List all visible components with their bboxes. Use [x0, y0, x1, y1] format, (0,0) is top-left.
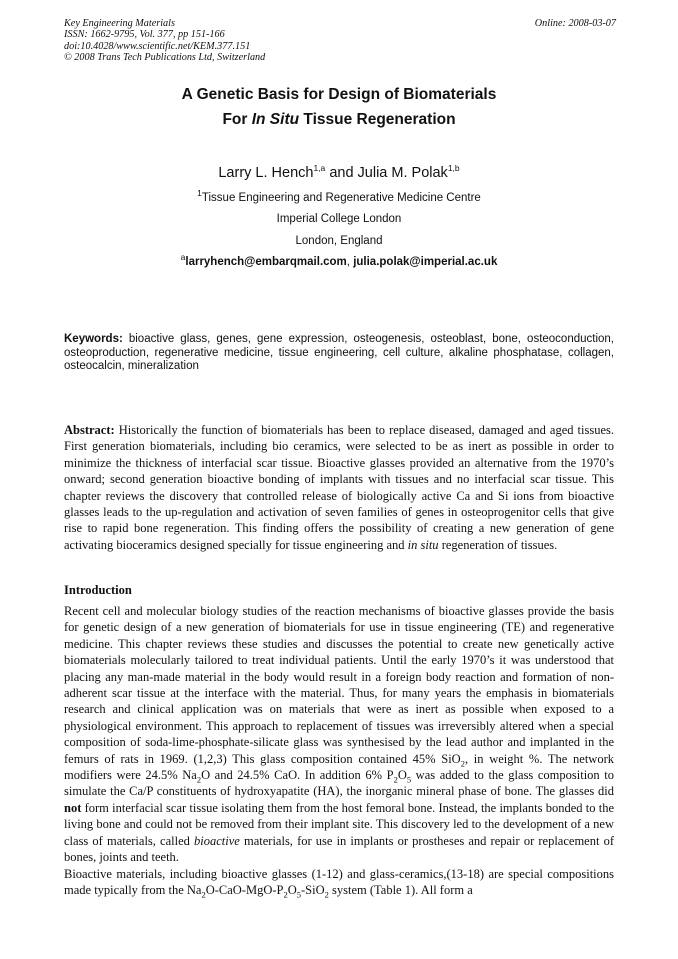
abstract-italic: in situ [407, 537, 439, 552]
email-sup: a [180, 252, 186, 263]
journal-header [64, 18, 616, 64]
online-date: Online: 2008-03-07 [534, 18, 616, 29]
sub-sio2-2: 2 [324, 889, 329, 900]
issn-line: ISSN: 1662-9795, Vol. 377, pp 151-166 [64, 29, 225, 41]
intro-paragraph-1 [64, 603, 614, 866]
author-polak: Julia M. Polak [357, 165, 448, 181]
intro-paragraph-2 [64, 866, 614, 899]
introduction-heading: Introduction [64, 583, 132, 597]
affiliation-sup: 1 [197, 188, 202, 199]
title-line-2-post: Tissue Regeneration [299, 111, 456, 128]
email-polak[interactable]: julia.polak@imperial.ac.uk [353, 256, 498, 268]
sub-na2o-2: 2 [201, 889, 206, 900]
abstract-text: Historically the function of biomaterials has been to replace diseased, damaged and aged tissues. First generation biomaterials, including bio ceramics, were selected to be as inert as possible in order to minimize the thickness of interfacial scar tissue. Bioactive glasses provided an alternative from the 1970’s onward; second generation bioactive bonding of implants with tissues and no interfacial scar tissue. This chapter reviews the discovery that controlled release of biologically active Ca and Si ions from bioactive glasses leads to the up-regulation and activation of seven families of genes in osteoprogenitor cells that give rise to rapid bone regeneration. This finding offers the possibility of creating a new generation of gene activating bioceramics designed specially for tissue engineering and [64, 423, 614, 552]
sub-sio2: 2 [460, 758, 465, 769]
author-line [64, 164, 614, 182]
affiliation-line-3: London, England [295, 235, 383, 247]
intro-not-bold: not [64, 800, 82, 815]
abstract-section [64, 422, 614, 553]
intro-bioactive-italic: bioactive [194, 833, 240, 848]
intro-p2-c: -SiO [301, 882, 325, 897]
email-separator: , [346, 256, 354, 268]
introduction-body [64, 603, 614, 898]
intro-p1-a: Recent cell and molecular biology studies of the reaction mechanisms of bioactive glasses provide the basis for genetic design of a new generation of biomaterials for use in tissue engineering (TE) and regenerative medicine. This chapter reviews these studies and discusses the potential to create new genetically active biomaterials molecularly tailored to treat individual patients. Until the early 1970’s it was understood that placing any man-made material in the body would result in a foreign body reaction and formation of non-adherent scar tissue at the interface with the material. Thus, for many years the emphasis in biomaterials research and clinical application was on materials that were as inert as possible when exposed to a physiological environment. This approach to replacement of tissues was irreversibly altered when a special composition of soda-lime-phosphate-silicate glass was synthesised by the lead author and implanted in the femurs of rats in 1969. (1,2,3) This glass composition contained 45% SiO [64, 604, 614, 766]
author-hench-sup: 1,a [313, 163, 326, 174]
intro-p1-b: , in weight %. The network modifiers were 24.5% Na [64, 751, 615, 783]
intro-p2-d: system (Table 1). All form a [328, 882, 473, 897]
copyright-line: © 2008 Trans Tech Publications Ltd, Switzerland [64, 52, 266, 64]
sub-p2: 2 [393, 774, 398, 785]
affiliation-line-2: Imperial College London [276, 213, 402, 225]
intro-p2-o: O [287, 882, 297, 897]
intro-p1-d: was added to the glass composition to simulate the Ca/P constituents of hydroxyapatite (HA), the inorganic mineral phase of bone. The glasses did [64, 768, 614, 799]
keywords-text: bioactive glass, genes, gene expression, osteogenesis, osteoblast, bone, osteoconduction, osteoproduction, regenerative medicine, tissue engineering, cell culture, alkaline phosphatase, collagen, osteocalcin, mineralization [64, 333, 614, 372]
sub-o5-2: 5 [296, 889, 302, 900]
keywords-section [64, 333, 614, 374]
author-and: and [325, 165, 358, 181]
intro-p1-e: form interfacial scar tissue isolating them from the host femoral bone. Instead, the implants bonded to the living bone and could not be removed from their implant site. This discovery led to the development of a new class of materials, called [64, 800, 614, 848]
sub-p2-2: 2 [283, 889, 288, 900]
paper-title [64, 82, 614, 132]
author-hench: Larry L. Hench [218, 165, 314, 181]
title-line-1: A Genetic Basis for Design of Biomaterials [181, 86, 497, 103]
journal-name: Key Engineering Materials [64, 18, 175, 29]
abstract-end: regeneration of tissues. [438, 537, 558, 552]
abstract-label: Abstract: [64, 423, 115, 437]
email-hench[interactable]: larryhench@embarqmail.com [185, 256, 347, 268]
intro-p2-a: Bioactive materials, including bioactive glasses (1-12) and glass-ceramics,(13-18) are special compositions made typically from the Na [64, 866, 614, 897]
intro-p2-b: O-CaO-MgO-P [205, 882, 284, 897]
affiliation-centre: Tissue Engineering and Regenerative Medicine Centre [201, 192, 481, 204]
intro-p1-o: O [397, 768, 407, 783]
doi-line: doi:10.4028/www.scientific.net/KEM.377.151 [64, 40, 251, 52]
title-line-2-pre: For [222, 111, 252, 128]
keywords-label: Keywords: [64, 333, 123, 345]
intro-p1-f: materials, for use in implants or prostheses and repair or replacement of bones, joints and teeth. [64, 833, 614, 865]
affiliation-line-1 [64, 188, 614, 205]
title-line-2 [64, 107, 614, 132]
intro-p1-c: O and 24.5% CaO. In addition 6% P [201, 768, 394, 783]
email-line [64, 252, 614, 269]
title-line-2-italic: In Situ [251, 111, 300, 128]
sub-na2o: 2 [196, 774, 202, 785]
author-polak-sup: 1,b [447, 163, 460, 174]
sub-o5: 5 [406, 774, 412, 785]
